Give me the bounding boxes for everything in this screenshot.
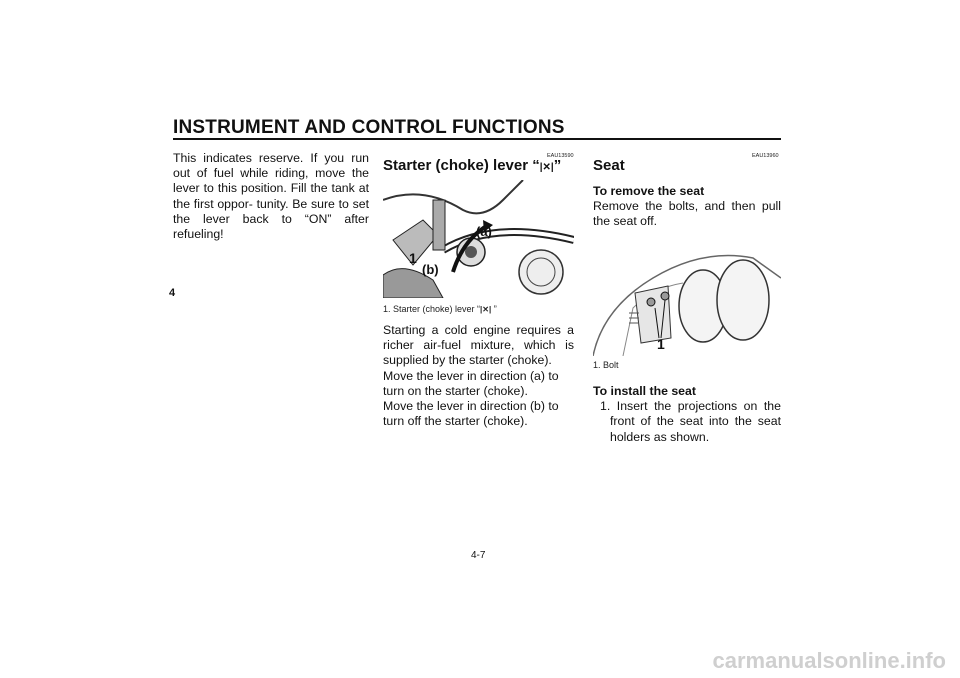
seat-bolt-photo	[593, 238, 781, 356]
title-suffix: ”	[553, 157, 562, 174]
section-code-seat: EAU13960	[752, 153, 779, 159]
remove-seat-text: Remove the bolts, and then pull the seat off.	[593, 199, 781, 229]
column-2-body	[383, 323, 574, 429]
choke-symbol-icon: |✕|	[539, 162, 554, 173]
choke-symbol-small-icon: |✕|	[480, 305, 492, 314]
caption-prefix: 1. Starter (choke) lever “	[383, 304, 481, 314]
install-seat-heading: To install the seat	[593, 384, 696, 398]
section-title-seat: Seat	[593, 157, 625, 174]
section-code-choke: EAU13590	[547, 153, 574, 159]
choke-paragraph-3: Move the lever in direction (b) to turn off the starter (choke).	[383, 399, 559, 429]
column-3-lower	[593, 384, 781, 445]
choke-paragraph-1: Starting a cold engine requires a richer air-fuel mixture, which is supplied by the starter (choke).	[383, 323, 574, 368]
choke-lever-illustration	[383, 180, 574, 298]
figure-label-b: (b)	[422, 262, 439, 277]
install-seat-step-1: 1. Insert the projections on the front of the seat into the seat holders as shown.	[600, 399, 781, 444]
remove-seat-heading: To remove the seat	[593, 184, 705, 198]
title-prefix: Starter (choke) lever “	[383, 157, 540, 174]
figure-label-1: 1	[409, 250, 417, 266]
choke-lever-photo	[383, 180, 574, 298]
caption-suffix: ”	[491, 304, 497, 314]
chapter-tab: 4	[169, 287, 176, 299]
column-3-upper	[593, 184, 781, 230]
section-title-choke	[383, 157, 561, 174]
choke-paragraph-2: Move the lever in direction (a) to turn on the starter (choke).	[383, 368, 559, 398]
seat-figure-caption: 1. Bolt	[593, 360, 619, 370]
watermark: carmanualsonline.info	[712, 648, 946, 673]
reserve-paragraph: This indicates reserve. If you run out of fuel while riding, move the lever to this position. Fill the tank at the first oppor- tunity. Be sure to set the lever back to “ON” after refueling!	[173, 151, 369, 242]
header-rule	[173, 138, 781, 140]
page-header-title: INSTRUMENT AND CONTROL FUNCTIONS	[173, 117, 565, 138]
seat-bolt-illustration	[593, 238, 781, 356]
page-number: 4-7	[471, 550, 486, 561]
figure-label-a: (a)	[476, 224, 492, 239]
column-1	[173, 151, 369, 242]
figure-label-bolt: 1	[657, 336, 665, 352]
choke-figure-caption	[383, 304, 497, 314]
